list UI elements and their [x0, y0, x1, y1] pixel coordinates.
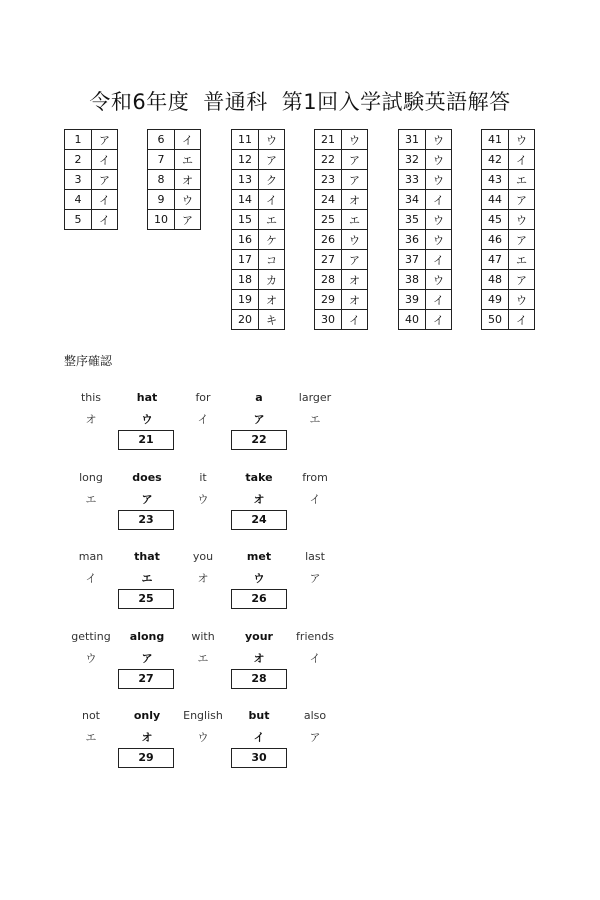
answer-choice: オ [342, 190, 368, 210]
question-number-box: 21 [118, 430, 174, 450]
answer-row [399, 130, 452, 150]
answer-choice: イ [342, 310, 368, 330]
answer-choice: ウ [342, 230, 368, 250]
answer-choice: ア [342, 250, 368, 270]
choice-label: ア [309, 731, 321, 744]
question-number: 22 [315, 150, 342, 170]
word-choice: you [192, 550, 214, 563]
answer-row [399, 210, 452, 230]
question-number: 23 [315, 170, 342, 190]
ordering-item [0, 630, 600, 710]
question-number: 16 [232, 230, 259, 250]
word-choice: but [248, 709, 270, 722]
answer-row [482, 210, 535, 230]
choice-label: ア [253, 413, 265, 426]
answer-table [64, 129, 118, 230]
answer-choice: イ [92, 150, 118, 170]
word-choice: met [246, 550, 272, 563]
word-choice: friends [296, 629, 334, 643]
question-number: 2 [65, 150, 92, 170]
question-number: 48 [482, 270, 509, 290]
answer-choice: オ [342, 290, 368, 310]
choice-label: ア [141, 492, 153, 506]
answer-choice: ウ [259, 130, 285, 150]
question-number: 31 [399, 130, 426, 150]
answer-table [314, 129, 368, 330]
question-number-box: 25 [118, 589, 174, 609]
answer-row [482, 310, 535, 330]
word-choice: last [305, 550, 325, 563]
word-choice: along [129, 629, 165, 643]
answer-choice: ク [259, 170, 285, 190]
answer-choice: イ [92, 210, 118, 230]
title-exam: 第1回入学試験英語解答 [281, 90, 511, 114]
answer-row [232, 150, 285, 170]
word-choice: for [195, 391, 211, 404]
answer-table [147, 129, 201, 230]
choice-label: イ [309, 492, 321, 506]
answer-row [232, 130, 285, 150]
word-choice: not [81, 709, 100, 722]
answer-choice: キ [259, 310, 285, 330]
question-number: 30 [315, 310, 342, 330]
answer-choice: イ [509, 150, 535, 170]
title-year: 令和6年度 [89, 90, 190, 114]
choice-label: ア [141, 651, 153, 665]
choice-label: イ [309, 651, 321, 665]
answer-row [148, 170, 201, 190]
question-number-box: 26 [231, 589, 287, 609]
choice-label: オ [197, 572, 209, 585]
answer-choice: イ [426, 250, 452, 270]
answer-row [65, 150, 118, 170]
choice-label: エ [85, 492, 97, 506]
question-number: 34 [399, 190, 426, 210]
answer-choice: イ [426, 290, 452, 310]
answer-row [315, 230, 368, 250]
answer-row [482, 250, 535, 270]
answer-row [315, 130, 368, 150]
answer-choice: ア [342, 150, 368, 170]
question-number-box: 29 [118, 748, 174, 768]
question-number: 43 [482, 170, 509, 190]
word-choice: it [199, 470, 207, 484]
answer-row [482, 270, 535, 290]
word-choice: that [134, 550, 160, 563]
question-number: 26 [315, 230, 342, 250]
answer-row [315, 270, 368, 290]
question-number: 8 [148, 170, 175, 190]
answer-choice: イ [259, 190, 285, 210]
question-number: 45 [482, 210, 509, 230]
ordering-item [0, 391, 600, 471]
answer-row [232, 250, 285, 270]
question-number: 41 [482, 130, 509, 150]
question-number: 11 [232, 130, 259, 150]
answer-row [482, 230, 535, 250]
answer-choice: ウ [426, 150, 452, 170]
answer-choice: ア [92, 130, 118, 150]
question-number: 10 [148, 210, 175, 230]
answer-choice: ウ [426, 130, 452, 150]
choice-label: エ [85, 731, 97, 744]
question-number: 24 [315, 190, 342, 210]
choice-label: ア [309, 572, 321, 585]
answer-choice: イ [426, 190, 452, 210]
answer-choice: エ [259, 210, 285, 230]
choice-label: オ [253, 492, 265, 506]
answer-choice: ア [92, 170, 118, 190]
answer-row [315, 310, 368, 330]
answer-row [399, 310, 452, 330]
choice-label: イ [85, 572, 97, 585]
answer-choice: ア [342, 170, 368, 190]
answer-choice: ウ [426, 270, 452, 290]
question-number: 46 [482, 230, 509, 250]
question-number-box: 30 [231, 748, 287, 768]
choice-label: エ [141, 572, 153, 585]
question-number: 33 [399, 170, 426, 190]
answer-row [482, 190, 535, 210]
answer-row [482, 130, 535, 150]
answer-choice: ウ [509, 210, 535, 230]
word-choice: man [78, 550, 104, 563]
question-number: 44 [482, 190, 509, 210]
answer-row [65, 190, 118, 210]
question-number-box: 24 [231, 510, 287, 530]
answer-row [315, 170, 368, 190]
answer-row [232, 210, 285, 230]
choice-label: ウ [85, 651, 97, 665]
answer-row [315, 210, 368, 230]
answer-choice: ケ [259, 230, 285, 250]
choice-label: エ [309, 413, 321, 426]
answer-choice: ア [259, 150, 285, 170]
word-choice: also [303, 709, 327, 722]
title-course: 普通科 [203, 90, 268, 114]
choice-label: ウ [141, 413, 153, 426]
question-number: 47 [482, 250, 509, 270]
answer-row [232, 270, 285, 290]
question-number: 6 [148, 130, 175, 150]
word-choice: English [183, 709, 223, 722]
answer-choice: イ [509, 310, 535, 330]
answer-row [148, 190, 201, 210]
question-number: 15 [232, 210, 259, 230]
question-number: 42 [482, 150, 509, 170]
choice-label: イ [253, 731, 265, 744]
answer-row [482, 290, 535, 310]
section-title: 整序確認 [64, 354, 113, 368]
word-choice: long [79, 470, 103, 484]
answer-row [232, 190, 285, 210]
answer-choice: イ [175, 130, 201, 150]
word-choice: with [191, 629, 215, 643]
question-number: 49 [482, 290, 509, 310]
question-number: 25 [315, 210, 342, 230]
answer-row [399, 230, 452, 250]
word-choice: only [133, 709, 161, 722]
answer-row [399, 190, 452, 210]
question-number-box: 23 [118, 510, 174, 530]
question-number: 20 [232, 310, 259, 330]
answer-row [315, 150, 368, 170]
answer-row [315, 190, 368, 210]
answer-choice: ウ [175, 190, 201, 210]
answer-choice: エ [175, 150, 201, 170]
answer-choice: ア [175, 210, 201, 230]
answer-row [148, 150, 201, 170]
answer-row [232, 170, 285, 190]
answer-choice: エ [509, 170, 535, 190]
word-choice: does [132, 470, 162, 484]
choice-label: オ [253, 651, 265, 665]
question-number: 18 [232, 270, 259, 290]
question-number: 37 [399, 250, 426, 270]
answer-choice: ア [509, 230, 535, 250]
question-number: 39 [399, 290, 426, 310]
choice-label: ウ [253, 572, 265, 585]
choice-label: イ [197, 413, 209, 426]
answer-row [482, 170, 535, 190]
answer-row [399, 250, 452, 270]
word-choice: larger [298, 391, 332, 404]
answer-row [315, 250, 368, 270]
question-number: 13 [232, 170, 259, 190]
answer-choice: ウ [426, 210, 452, 230]
ordering-item [0, 550, 600, 630]
answer-row [65, 130, 118, 150]
question-number: 19 [232, 290, 259, 310]
word-choice: getting [71, 629, 111, 643]
answer-row [65, 210, 118, 230]
question-number: 3 [65, 170, 92, 190]
question-number: 21 [315, 130, 342, 150]
question-number: 36 [399, 230, 426, 250]
question-number: 17 [232, 250, 259, 270]
page-title [0, 86, 600, 116]
question-number: 38 [399, 270, 426, 290]
word-choice: hat [136, 391, 158, 404]
answer-choice: オ [175, 170, 201, 190]
choice-label: エ [197, 651, 209, 665]
choice-label: ウ [197, 731, 209, 744]
answer-choice: オ [342, 270, 368, 290]
answer-table [481, 129, 535, 330]
question-number: 1 [65, 130, 92, 150]
question-number: 29 [315, 290, 342, 310]
question-number: 7 [148, 150, 175, 170]
answer-choice: ウ [426, 230, 452, 250]
question-number-box: 27 [118, 669, 174, 689]
answer-choice: イ [426, 310, 452, 330]
choice-label: オ [141, 731, 153, 744]
question-number: 35 [399, 210, 426, 230]
answer-row [232, 230, 285, 250]
question-number: 12 [232, 150, 259, 170]
word-choice: your [245, 629, 273, 643]
question-number: 40 [399, 310, 426, 330]
answer-choice: コ [259, 250, 285, 270]
ordering-item [0, 471, 600, 551]
question-number: 28 [315, 270, 342, 290]
word-choice: a [255, 391, 263, 404]
answer-choice: カ [259, 270, 285, 290]
ordering-item [0, 709, 600, 789]
word-choice: from [302, 470, 328, 484]
answer-row [315, 290, 368, 310]
answer-row [148, 210, 201, 230]
question-number: 4 [65, 190, 92, 210]
question-number: 14 [232, 190, 259, 210]
answer-choice: ウ [509, 290, 535, 310]
question-number: 50 [482, 310, 509, 330]
answer-row [482, 150, 535, 170]
answer-choice: ウ [426, 170, 452, 190]
question-number: 27 [315, 250, 342, 270]
question-number-box: 22 [231, 430, 287, 450]
question-number-box: 28 [231, 669, 287, 689]
answer-row [399, 170, 452, 190]
answer-row [232, 310, 285, 330]
answer-row [399, 150, 452, 170]
word-choice: take [245, 470, 273, 484]
answer-row [65, 170, 118, 190]
word-choice: this [80, 391, 102, 404]
answer-choice: ア [509, 190, 535, 210]
answer-choice: オ [259, 290, 285, 310]
answer-choice: ウ [509, 130, 535, 150]
answer-choice: ウ [342, 130, 368, 150]
answer-row [148, 130, 201, 150]
choice-label: オ [85, 413, 97, 426]
answer-choice: イ [92, 190, 118, 210]
answer-table [398, 129, 452, 330]
answer-row [399, 270, 452, 290]
answer-row [232, 290, 285, 310]
answer-table [231, 129, 285, 330]
answer-choice: エ [342, 210, 368, 230]
question-number: 9 [148, 190, 175, 210]
answer-row [399, 290, 452, 310]
question-number: 32 [399, 150, 426, 170]
question-number: 5 [65, 210, 92, 230]
answer-choice: ア [509, 270, 535, 290]
answer-choice: エ [509, 250, 535, 270]
choice-label: ウ [197, 492, 209, 506]
